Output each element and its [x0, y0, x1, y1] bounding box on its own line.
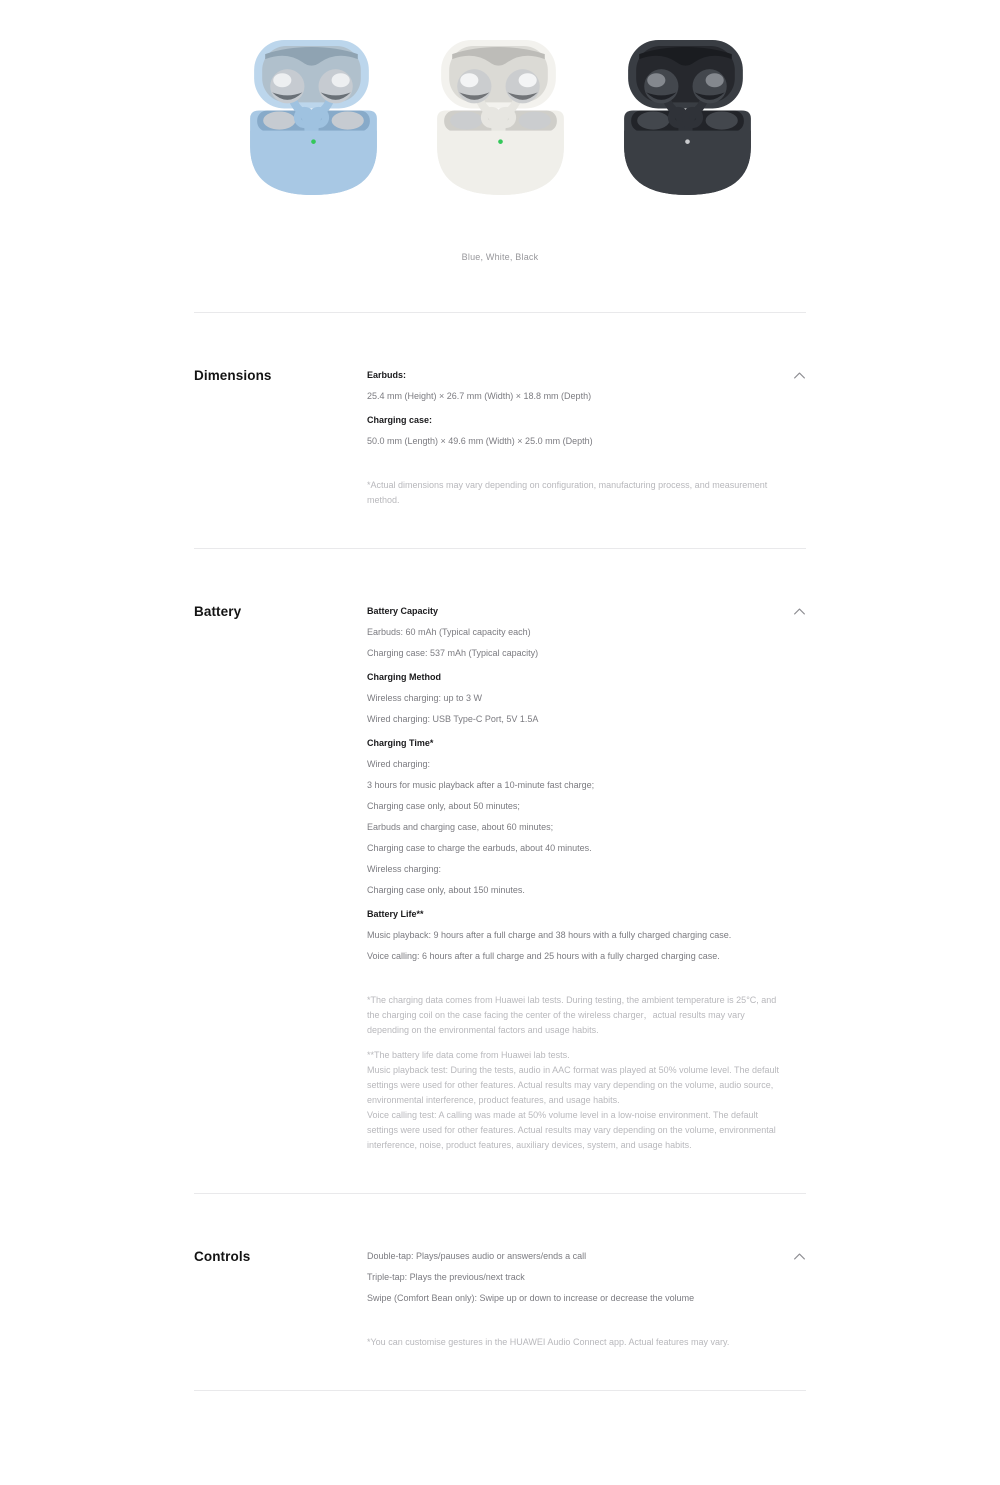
spec-line: Swipe (Comfort Bean only): Swipe up or down to increase or decrease the volume — [367, 1293, 695, 1303]
section-title-controls: Controls — [194, 1249, 251, 1264]
section-dimensions — [194, 312, 806, 548]
chevron-up-icon — [793, 607, 806, 616]
spec-block — [367, 605, 782, 660]
spec-line: 25.4 mm (Height) × 26.7 mm (Width) × 18.8 mm (Depth) — [367, 391, 592, 401]
spec-line: Wireless charging: up to 3 W — [367, 693, 483, 703]
spec-line: Charging case only, about 50 minutes; — [367, 801, 520, 811]
spec-line: Earbuds and charging case, about 60 minutes; — [367, 822, 554, 832]
spec-line: Triple-tap: Plays the previous/next track — [367, 1272, 525, 1282]
spec-line: 50.0 mm (Length) × 49.6 mm (Width) × 25.0 mm (Depth) — [367, 436, 593, 446]
spec-line: Charging case only, about 150 minutes. — [367, 885, 525, 895]
spec-heading: Charging Method — [367, 672, 441, 682]
spec-line: Charging case: 537 mAh (Typical capacity) — [367, 648, 539, 658]
footnote-line: *Actual dimensions may vary depending on configuration, manufacturing process, and measurement method. — [367, 480, 768, 505]
spec-heading: Charging case: — [367, 415, 433, 425]
spec-block — [367, 414, 782, 448]
specs-container — [194, 312, 806, 1391]
spec-line: Earbuds: 60 mAh (Typical capacity each) — [367, 627, 531, 637]
spec-block — [367, 1250, 782, 1305]
spec-line: Double-tap: Plays/pauses audio or answers/ends a call — [367, 1251, 587, 1261]
footnote-line: **The battery life data come from Huawei lab tests. — [367, 1050, 570, 1060]
led-indicator — [685, 139, 690, 144]
led-indicator — [498, 139, 503, 144]
spec-heading: Charging Time* — [367, 738, 434, 748]
section-battery — [194, 548, 806, 1193]
section-title-dimensions: Dimensions — [194, 368, 272, 383]
chevron-up-icon — [793, 371, 806, 380]
spec-block — [367, 908, 782, 963]
collapse-section-button[interactable] — [786, 603, 806, 619]
section-content-dimensions — [367, 369, 806, 508]
spec-line: Charging case to charge the earbuds, about 40 minutes. — [367, 843, 592, 853]
earbuds-case-image-white — [435, 40, 566, 196]
footnote-group — [367, 1048, 782, 1153]
section-content-controls — [367, 1250, 806, 1350]
led-indicator — [311, 139, 316, 144]
section-controls — [194, 1193, 806, 1390]
footnote-line: Voice calling test: A calling was made at 50% volume level in a low-noise environment. The default settings were used for other features. Actual results may vary depending on the volume, environmental interference, noise, product features, auxiliary devices, system, and usage habits. — [367, 1110, 776, 1150]
color-options-caption: Blue, White, Black — [461, 252, 539, 262]
footnotes — [367, 1335, 782, 1350]
spec-line: Music playback: 9 hours after a full charge and 38 hours with a fully charged charging case. — [367, 930, 732, 940]
spec-line: Wired charging: USB Type-C Port, 5V 1.5A — [367, 714, 539, 724]
footnote-group — [367, 1335, 782, 1350]
chevron-up-icon — [793, 1252, 806, 1261]
spec-line: Wired charging: — [367, 759, 431, 769]
footnote-group — [367, 993, 782, 1038]
spec-line: Voice calling: 6 hours after a full charge and 25 hours with a fully charged charging case. — [367, 951, 720, 961]
footnotes — [367, 993, 782, 1153]
section-content-battery — [367, 605, 806, 1153]
footnote-line: Music playback test: During the tests, audio in AAC format was played at 50% volume level. The default settings were used for other features. Actual results may vary depending on the volume, audio source, environmental interference, product features, and usage habits. — [367, 1065, 780, 1105]
section-title-battery: Battery — [194, 604, 242, 619]
spec-line: 3 hours for music playback after a 10-minute fast charge; — [367, 780, 595, 790]
spec-block — [367, 369, 782, 403]
earbuds-case-image-blue — [248, 40, 379, 196]
spec-block — [367, 737, 782, 897]
collapse-section-button[interactable] — [786, 1248, 806, 1264]
spec-heading: Earbuds: — [367, 370, 407, 380]
collapse-section-button[interactable] — [786, 367, 806, 383]
footnote-line: *You can customise gestures in the HUAWEI Audio Connect app. Actual features may vary. — [367, 1337, 730, 1347]
footnote-group — [367, 478, 782, 508]
earbuds-case-image-black — [622, 40, 753, 196]
product-gallery — [0, 0, 1000, 196]
divider — [194, 1390, 806, 1391]
footnotes — [367, 478, 782, 508]
spec-line: Wireless charging: — [367, 864, 442, 874]
spec-heading: Battery Life** — [367, 909, 424, 919]
spec-block — [367, 671, 782, 726]
spec-heading: Battery Capacity — [367, 606, 439, 616]
footnote-line: *The charging data comes from Huawei lab tests. During testing, the ambient temperature is 25°C, and the charging coil on the case facing the center of the wireless charger，actual results may vary depending on the environmental factors and usage habits. — [367, 995, 777, 1035]
